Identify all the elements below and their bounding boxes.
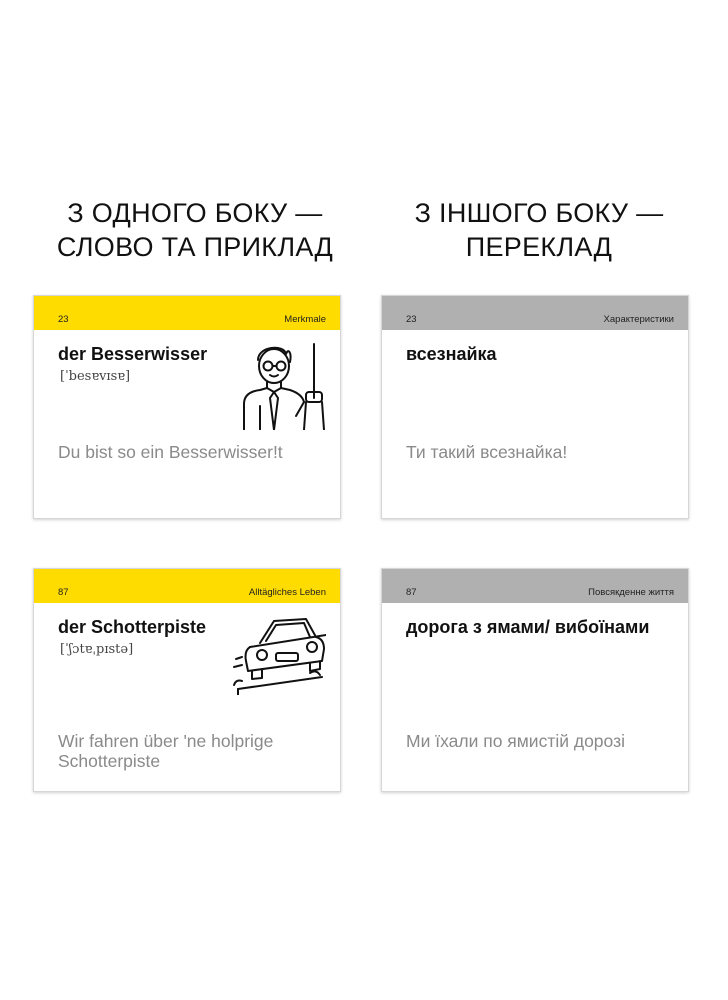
card-header: [382, 296, 688, 330]
card-number: 23: [406, 313, 417, 325]
card-phonetic: [ˈbesɐvɪsɐ]: [60, 369, 131, 384]
card-number: 87: [406, 586, 417, 598]
card-word: der Besserwisser: [58, 344, 208, 364]
card-example: Ми їхали по ямистій дорозі: [406, 731, 625, 751]
flashcard-back-doroha: [381, 568, 689, 792]
card-example: Ти такий всезнайка!: [406, 442, 568, 462]
card-category: Merkmale: [284, 313, 326, 325]
card-category: Alltägliches Leben: [248, 586, 326, 598]
front-side-heading-line-2: СЛОВО ТА ПРИКЛАД: [56, 232, 334, 262]
card-header: [34, 296, 340, 330]
card-header: [34, 569, 340, 603]
front-side-heading: [40, 196, 350, 264]
flashcard-front-schotterpiste: [33, 568, 341, 792]
back-side-heading-line-1: З ІНШОГО БОКУ —: [414, 198, 664, 228]
card-word: дорога з ямами/ вибоїнами: [406, 617, 650, 637]
card-category: Характеристики: [603, 313, 674, 325]
card-category: Повсякденне життя: [588, 586, 674, 598]
card-example: Wir fahren über 'ne holprige Schotterpiste: [58, 731, 274, 771]
card-phonetic: [ˈʃɔtɐˌpɪstə]: [60, 642, 134, 657]
card-word: der Schotterpiste: [58, 617, 207, 637]
card-header: [382, 569, 688, 603]
back-side-heading: [384, 196, 694, 264]
front-side-heading-line-1: З ОДНОГО БОКУ —: [67, 198, 323, 228]
flashcard-back-vseznaika: [381, 295, 689, 519]
teacher-pointer-icon: [236, 340, 332, 430]
car-bumpy-road-icon: [230, 613, 326, 695]
back-side-heading-line-2: ПЕРЕКЛАД: [465, 232, 613, 262]
card-word: всезнайка: [406, 344, 497, 364]
flashcard-front-besserwisser: [33, 295, 341, 519]
card-example: Du bist so ein Besserwisser!t: [58, 442, 283, 462]
card-number: 23: [58, 313, 69, 325]
card-number: 87: [58, 586, 69, 598]
